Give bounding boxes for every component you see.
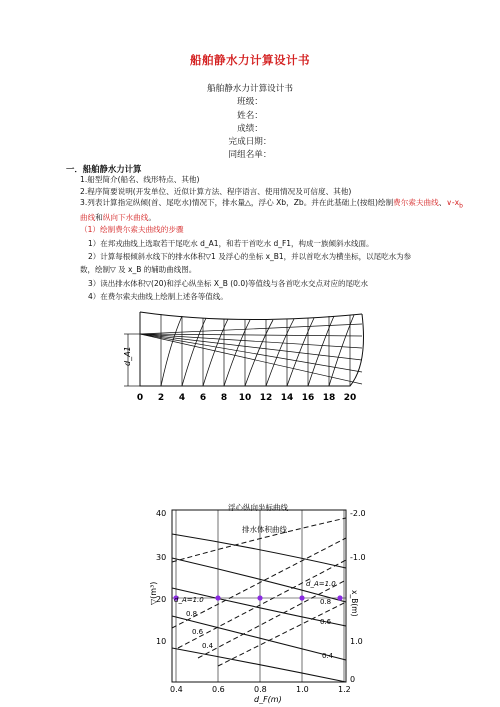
- item-3-text: 3.列表计算指定纵倾(首、尾吃水)情况下，排水量△，浮心 Xb，Zb。并在此基础上(按组)绘制: [80, 198, 394, 208]
- fig1-tick: 12: [259, 393, 273, 403]
- fig1-axis-label: d_A1: [123, 346, 132, 366]
- xb-curves: [172, 518, 346, 666]
- fig1-tick: 10: [238, 393, 252, 403]
- fig1-tick: 16: [301, 393, 315, 403]
- bonjean-figure: [118, 304, 380, 416]
- hull-outline: [140, 312, 364, 386]
- y-tick-left: 40: [156, 509, 167, 518]
- item-1: 1.船型简介(船名、线形特点、其他): [80, 175, 200, 184]
- cover-block: [0, 83, 500, 163]
- item-3-sep: 、: [438, 198, 447, 208]
- fig1-tick: 2: [157, 393, 165, 403]
- item-3-red-sub: b: [459, 202, 463, 210]
- y-tick-right: 0: [350, 675, 356, 684]
- item-3: [66, 197, 466, 224]
- step-4: 4）在费尔索夫曲线上绘制上述各等值线。: [88, 291, 228, 301]
- step-2-cont: 数，绘制▽ 及 x_B 的辅助曲线图。: [80, 265, 197, 275]
- fig1-tick: 18: [322, 393, 336, 403]
- curve-label-solid: 0.4: [322, 652, 334, 660]
- step-3: 3）读出排水体积▽(20)和浮心纵坐标 X_B (0.0)等值线与各首吃水交点对应的尾吃水: [88, 278, 369, 288]
- cover-line-score: 成绩：: [237, 123, 263, 134]
- y-tick-right: -2.0: [350, 509, 366, 518]
- step-2: 2）计算每根倾斜水线下的排水体积▽1 及浮心的坐标 x_B1，并以首吃水为横坐标，以尾吃水为参: [88, 252, 412, 262]
- item-3-end: 。: [148, 213, 156, 223]
- curve-label-solid: 0.8: [320, 598, 332, 606]
- marker: [337, 595, 342, 600]
- cover-line-class: 班级：: [237, 97, 263, 108]
- fig1-tick: 4: [178, 393, 186, 403]
- curve-label-dashed: 0.8: [186, 610, 198, 618]
- station-lines: [140, 312, 350, 386]
- section-body: [66, 174, 466, 235]
- auxiliary-curves-figure: [138, 498, 400, 704]
- fig1-tick: 8: [220, 393, 228, 403]
- item-2: 2.程序简要说明(开发单位、近似计算方法、程序语言、使用情况及可信度、其他): [80, 186, 352, 196]
- cover-line-name: 姓名：: [237, 110, 263, 121]
- steps-list: [66, 237, 466, 303]
- legend-xb: 浮心纵向坐标曲线: [228, 503, 288, 512]
- item-3-red-fersov: 费尔索夫曲线: [393, 198, 439, 208]
- fig1-tick: 0: [136, 393, 144, 403]
- x-tick: 0.6: [212, 685, 225, 694]
- curve-label-solid: 0.6: [320, 618, 332, 626]
- fig1-tick: 6: [199, 393, 207, 403]
- x-label: d_F(m): [254, 695, 282, 704]
- item-3-red-launch: 纵向下水曲线: [102, 213, 149, 223]
- curve-label-dashed: 0.6: [192, 628, 204, 636]
- x-tick: 0.8: [254, 685, 267, 694]
- y-tick-right: -1.0: [350, 553, 366, 562]
- marker: [257, 595, 262, 600]
- x-tick: 1.0: [296, 685, 309, 694]
- volume-curves: [172, 534, 346, 682]
- y-label-left: ▽(m³): [149, 581, 158, 605]
- document-title: 船舶静水力计算设计书: [190, 53, 310, 67]
- sub-heading: （1）绘制费尔索夫曲线的步骤: [80, 224, 184, 234]
- y-tick-left: 10: [156, 637, 167, 646]
- y-tick-right: 1.0: [350, 637, 363, 646]
- fig1-tick: 14: [280, 393, 294, 403]
- curve-label-solid: d_A=1.0: [306, 580, 336, 588]
- marker: [299, 595, 304, 600]
- y-tick-left: 30: [156, 553, 167, 562]
- step-1: 1）在邦戎曲线上选取若干尾吃水 d_A1，和若干首吃水 d_F1，构成一族倾斜水线面。: [88, 239, 374, 248]
- item-3-red-curve: 曲线: [80, 213, 96, 223]
- cover-heading: 船舶静水力计算设计书: [207, 84, 293, 94]
- curve-label-dashed: 0.4: [202, 642, 214, 650]
- y-label-right: x_B(m): [350, 590, 359, 617]
- x-tick: 0.4: [170, 685, 183, 694]
- cover-line-date: 完成日期：: [228, 137, 272, 148]
- marker: [215, 595, 220, 600]
- item-3-red-vxb: ∨-x: [446, 198, 460, 208]
- cover-line-group: 同组名单：: [228, 150, 272, 161]
- fig1-tick: 20: [343, 393, 357, 403]
- x-tick: 1.2: [338, 685, 351, 694]
- item-3-and: 和: [95, 213, 103, 223]
- section-heading: 一．船舶静水力计算: [66, 164, 142, 174]
- y-tick-left: 20: [156, 595, 167, 604]
- legend-volume: 排水体积曲线: [242, 525, 287, 534]
- curve-label-dashed: d_A=1.0: [174, 596, 204, 604]
